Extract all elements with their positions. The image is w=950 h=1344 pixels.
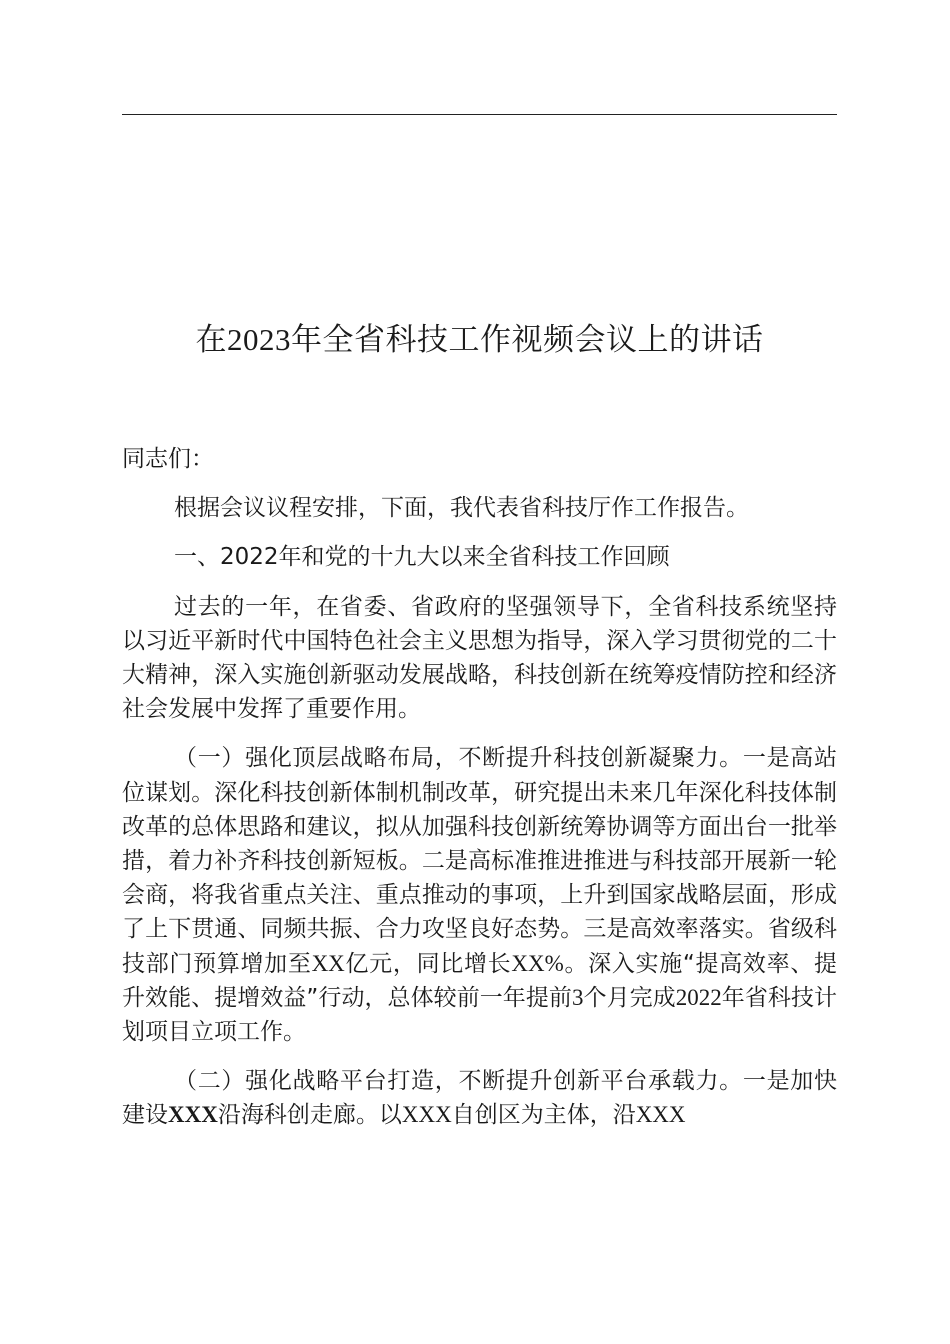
para2-months: 3 [571, 984, 584, 1010]
para3-text-a: （二）强化战略平台打造，不断提升创新平台承载力。一是加快建设 [122, 1068, 837, 1129]
paragraph-strategy-platform [122, 1064, 837, 1132]
para2-xx-budget: XX [311, 950, 345, 976]
para2-text-a: （一）强化顶层战略布局，不断提升科技创新凝聚力。一是高站位谋划。深化科技创新体制机制改革，研究提出未来几年深化科技体制改革的总体思路和建议，拟从加强科技创新统筹协调等方面出台一批举措，着力补齐科技创新短板。二是高标准推进推进与科技部开展新一轮会商，将我省重点关注、重点推动的事项，上升到国家战略层面，形成了上下贯通、同频共振、合力攻坚良好态势。三是高效率落实。省级科技部门预算增加至 [122, 745, 837, 977]
para2-text-b: 亿元，同比增长 [344, 950, 512, 977]
document-body [122, 442, 837, 1133]
title-text-a: 在 [195, 322, 227, 358]
document-title [122, 312, 837, 368]
paragraph-review: 过去的一年，在省委、省政府的坚强领导下，全省科技系统坚持以习近平新时代中国特色社会主义思想为指导，深入学习贯彻党的二十大精神，深入实施创新驱动发展战略，科技创新在统筹疫情防控和经济社会发展中发挥了重要作用。 [122, 593, 837, 723]
para3-text-b: 沿海科创走廊。以 [217, 1102, 402, 1129]
paragraph-strategy-layout [122, 741, 837, 1049]
greeting: 同志们： [122, 446, 214, 472]
para3-text-c: 自创区为主体，沿 [451, 1102, 636, 1129]
title-text-b: 年全省科技工作视频会议上的讲话 [291, 322, 764, 358]
para2-text-c: 。深入实施“提高效率、提升效能、提增效益”行动，总体较前一年提前 [122, 950, 838, 1011]
para2-text-d: 个月完成 [583, 984, 676, 1011]
para2-year: 2022 [675, 984, 722, 1010]
title-year: 2023 [227, 322, 291, 357]
header-rule [122, 114, 837, 115]
para3-xxx-bold: XXX [168, 1102, 218, 1128]
para3-xxx-along: XXX [635, 1102, 686, 1128]
para2-xx-percent: XX% [511, 950, 564, 976]
para3-xxx-zone: XXX [401, 1102, 452, 1128]
para2-text-e: 年省科技计划项目立项工作。 [122, 984, 837, 1046]
section-heading-1: 一、2022年和党的十九大以来全省科技工作回顾 [174, 544, 670, 571]
intro-paragraph: 根据会议议程安排，下面，我代表省科技厅作工作报告。 [174, 495, 749, 522]
